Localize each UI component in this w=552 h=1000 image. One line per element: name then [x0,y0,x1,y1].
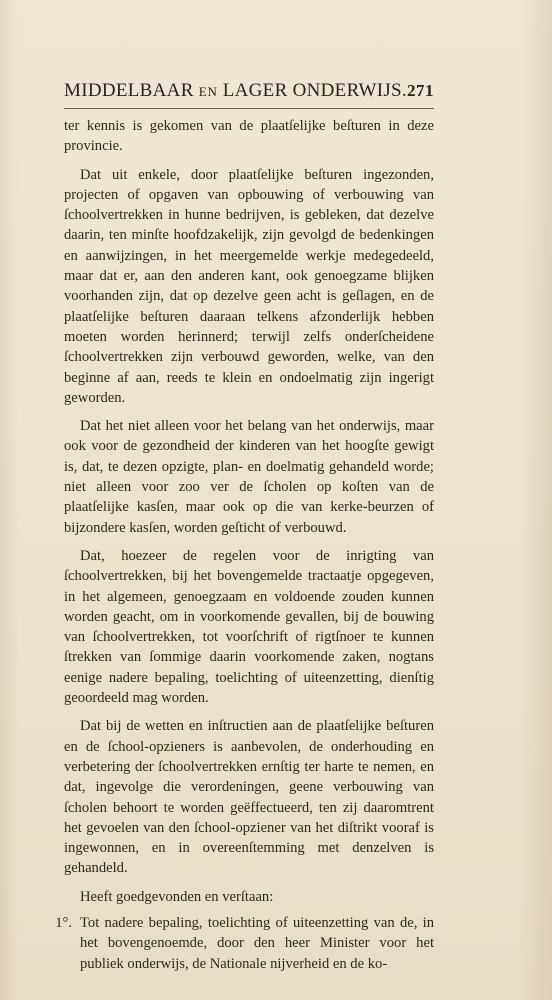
page-number: 271 [407,81,434,100]
running-title [64,80,407,102]
body-text [55,116,434,974]
item-number: 1°. [55,914,72,931]
running-header [64,80,434,109]
paragraph-5: Dat bij de wetten en inſtructien aan de plaatſelijke beſturen en de ſchool-opzieners is aanbevolen, de onderhouding en verbetering der ſchoolvertrekken ernſtig ter harte te nemen, en dat, ingevolge die verordeningen, geene verbouwing van ſcholen behoort te worden geëffectueerd, ten zij daaromtrent het gevoelen van den ſchool-opziener van het diſtrikt vooraf is ingewonnen, en in overeenſtemming met denzelven is gehandeld. [64,718,434,877]
running-title-part-3: LAGER ONDERWIJS. [222,80,407,101]
paragraph-3: Dat het niet alleen voor het belang van het onderwijs, maar ook voor de gezondheid der kinderen van het hoogſte gewigt is, dat, te dezen opzigte, plan- en doelmatig gehandeld worde; niet alleen voor zoo ver de ſcholen op koſten van de plaatſelijke kasſen, maar ook op die van kerke-beurzen of bijzondere kasſen, worden geſticht of verbouwd. [64,418,434,536]
running-title-part-2: EN [198,84,218,99]
item-text: Tot nadere bepaling, toelichting of uiteenzetting van de, in het bovengenoemde, door den heer Minister voor het publiek onderwijs, de Nationale nijverheid en de ko- [80,914,434,972]
resolution-item-1 [55,913,434,974]
paragraph-1: ter kennis is gekomen van de plaatſelijke beſturen in deze provincie. [64,118,434,155]
resolution-lead: Heeft goedgevonden en verſtaan: [80,888,274,905]
paragraph-2: Dat uit enkele, door plaatſelijke beſturen ingezonden, projecten of opgaven van opbouwing of verbouwing van ſchoolvertrekken in hunne bedrijven, is gebleken, dat dezelve daarin, ten minſte hoofdzakelijk, zijn gevolgd de bedenkingen en aanwijzingen, in het meergemelde werkje medegedeeld, maar dat er, aan den anderen kant, ook genoegzame blijken voorhanden zijn, dat op dezelve geen acht is geſlagen, en de plaatſelijke beſturen daaraan telkens afzonderlijk hebben moeten worden herinnerd; terwijl zelfs onderſcheidene ſchoolvertrekken zijn verbouwd geworden, welke, van den beginne af aan, reeds te klein en ondoelmatig zijn ingerigt geworden. [64,166,434,406]
paragraph-4: Dat, hoezeer de regelen voor de inrigting van ſchoolvertrekken, bij het bovengemelde tractaatje opgegeven, in het algemeen, genoegzaam en voldoende zouden kunnen worden geacht, om in voorkomende gevallen, bij de bouwing van ſchoolvertrekken, tot voorſchrift of rigtſnoer te kunnen ſtrekken van ſommige daarin voorkomende zaken, nogtans eenige nadere bepaling, toelichting of uiteenzetting, dienſtig geoordeeld mag worden. [64,547,434,707]
running-title-part-1: MIDDELBAAR [64,80,194,101]
